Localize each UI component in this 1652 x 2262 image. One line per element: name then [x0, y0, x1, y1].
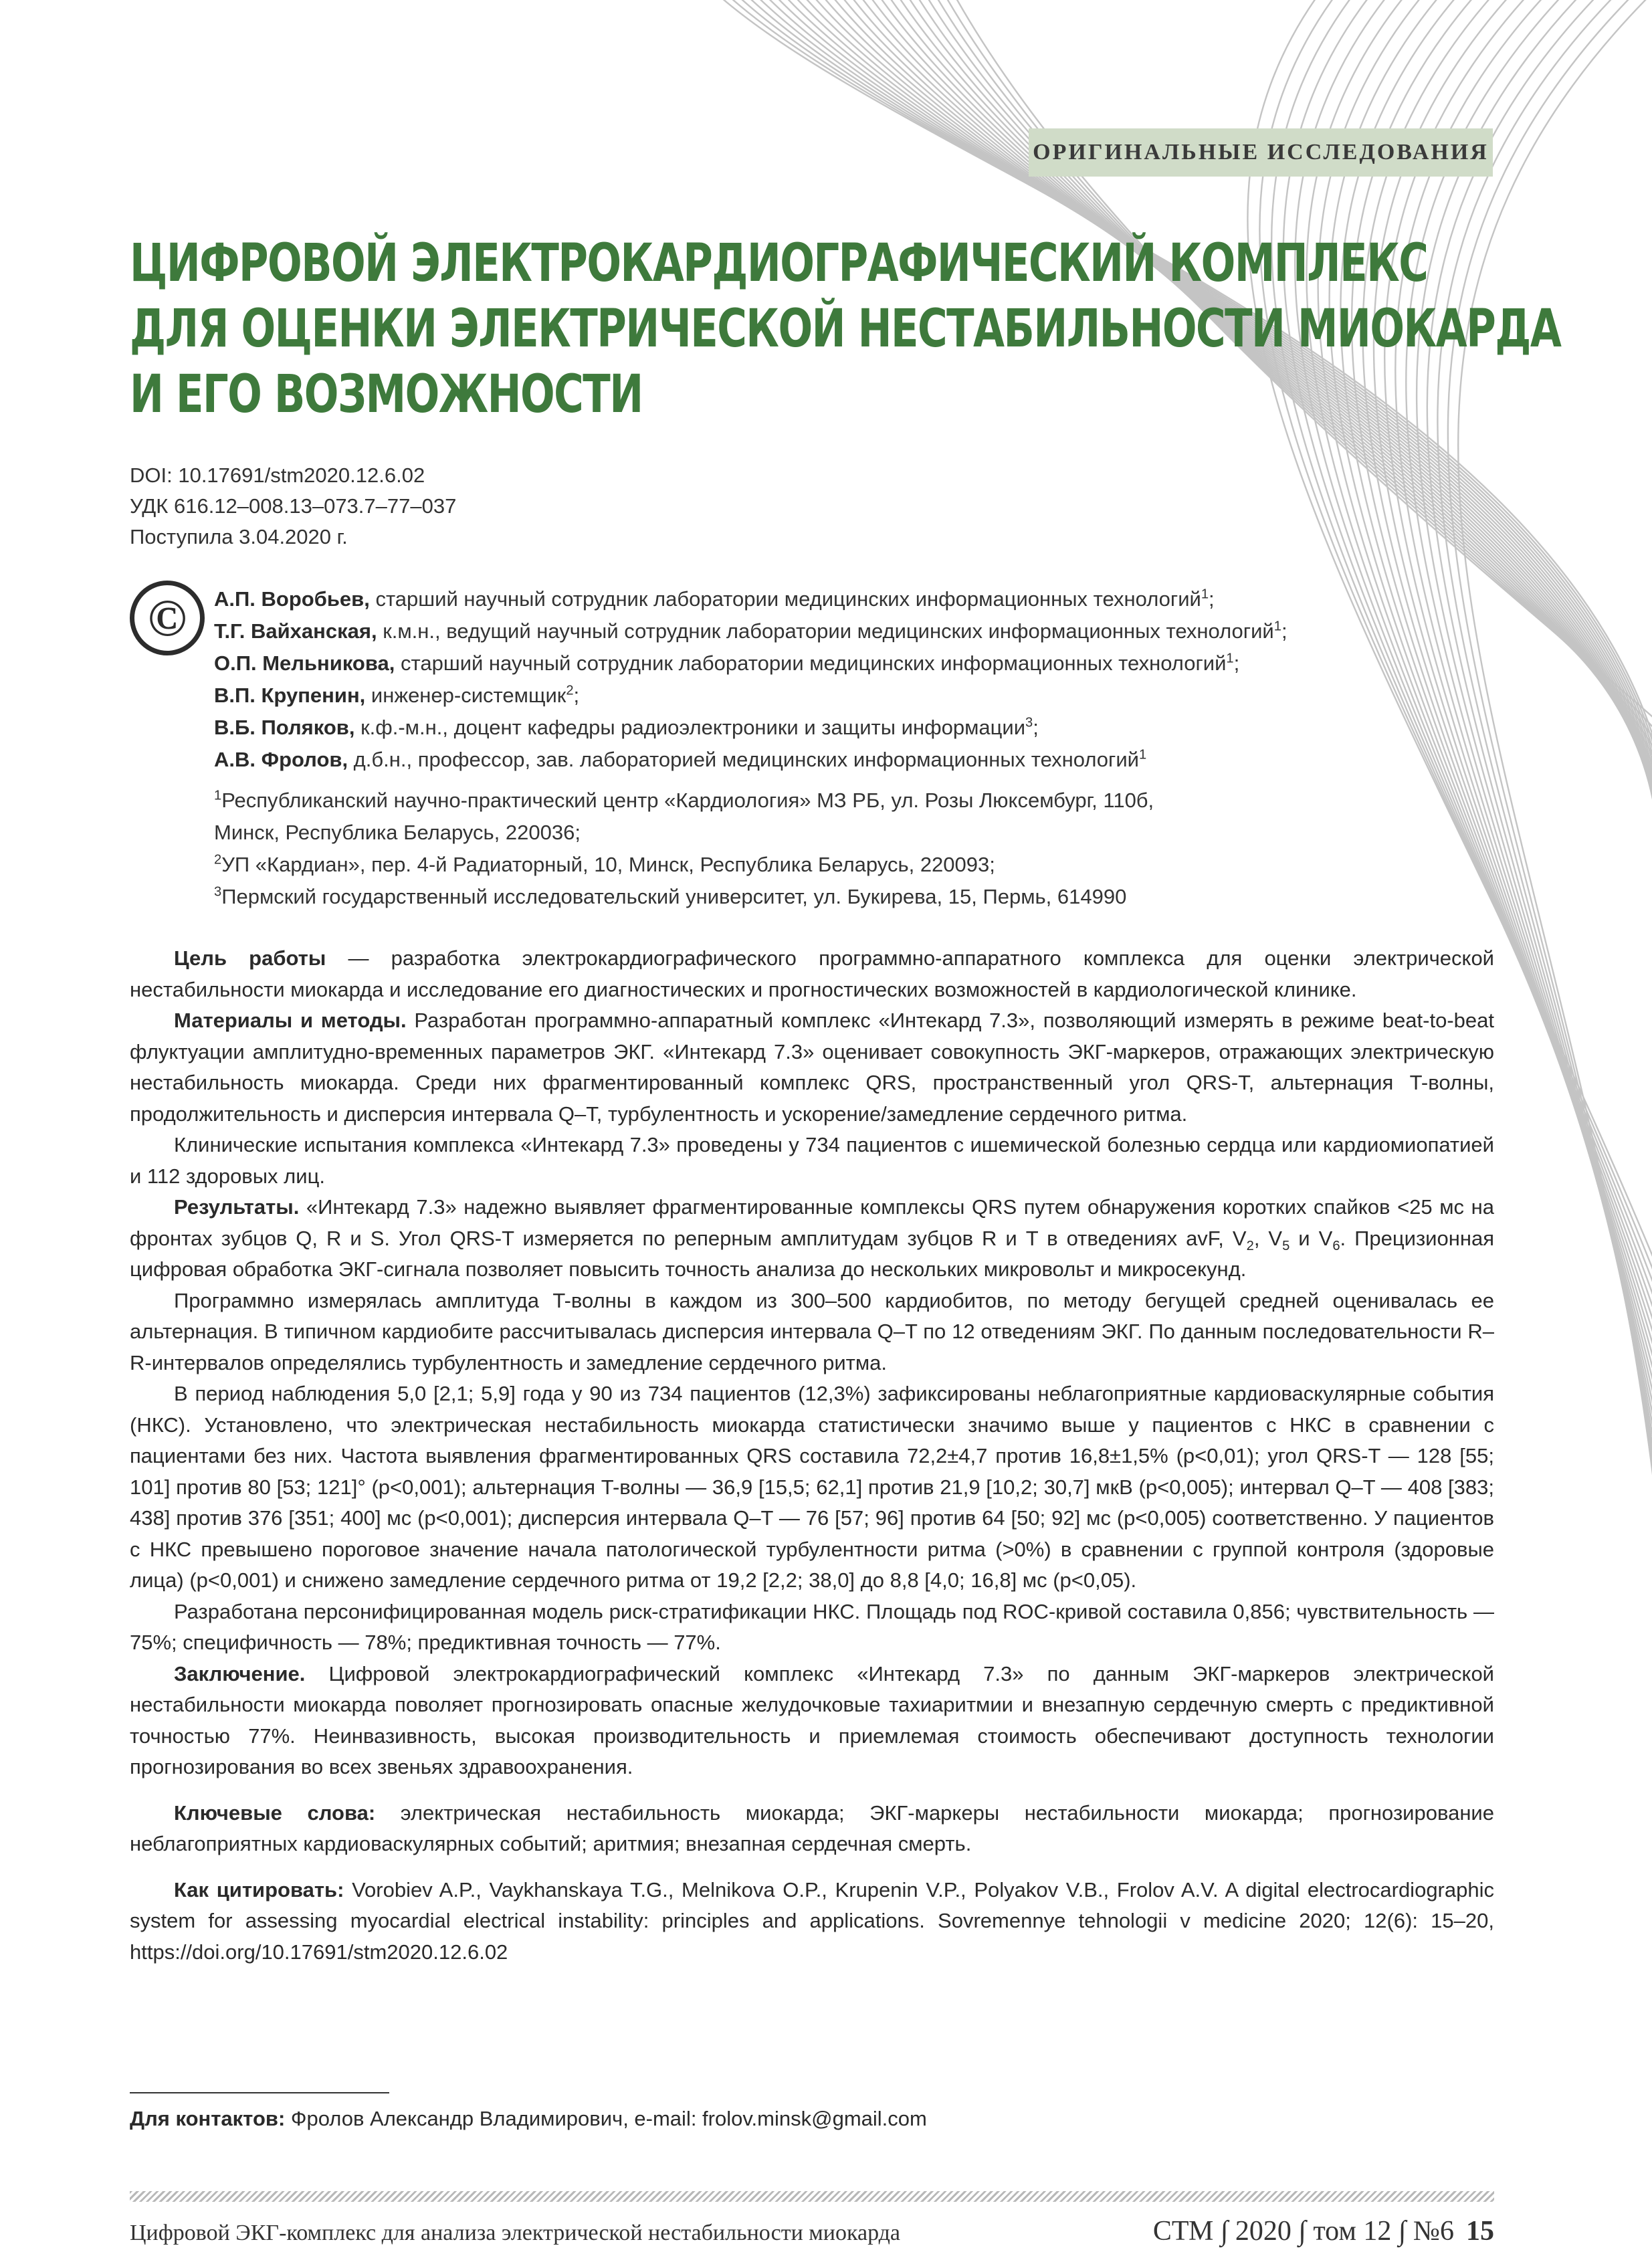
abstract-methods-2: Клинические испытания комплекса «Интекард 7.3» проведены у 734 пациентов с ишемической болезнью сердца или кардиомиопатией и 112 здоровых лиц.: [130, 1133, 1494, 1188]
affiliations: [214, 785, 1154, 913]
keywords: Ключевые слова: электрическая нестабильность миокарда; ЭКГ-маркеры нестабильности миокарда; прогнозирование неблагоприятных кардиоваскулярных событий; аритмия; внезапная сердечная смерть.: [130, 1801, 1494, 1855]
affiliation-3: $^3$Пермский государственный исследовательский университет, ул. Букирева, 15, Пермь, 614990: [214, 884, 1127, 908]
received-date: Поступила 3.04.2020 г.: [130, 525, 348, 548]
journal-info: СТМ ∫ 2020 ∫ том 12 ∫ №6 15: [1152, 2216, 1494, 2247]
running-title: Цифровой ЭКГ-комплекс для анализа электрической нестабильности миокарда: [130, 2221, 901, 2245]
copyright-icon: ©: [130, 581, 205, 655]
author-item: В.Б. Поляков, к.ф.-м.н., доцент кафедры радиоэлектроники и защиты информации$^3$;: [214, 715, 1039, 739]
abstract: [130, 943, 1494, 1968]
abstract-results-3: В период наблюдения 5,0 [2,1; 5,9] года у 90 из 734 пациентов (12,3%) зафиксированы неблагоприятные кардиоваскулярные события (НКС). Установлено, что электрическая нестабильность миокарда статистически значимо выше у пациентов с НКС в сравнении с пациентами без них. Частота выявления фрагментированных QRS составила 72,2±4,7 против 16,8±1,5% (p<0,01); угол QRS-T — 128 [55; 101] против 80 [53; 121]° (p<0,001); альтернация T-волны — 36,9 [15,5; 62,1] против 21,9 [10,2; 30,7] мкВ (p<0,005); интервал Q–T — 408 [383; 438] против 376 [351; 400] мс (p<0,001); дисперсия интервала Q–T — 76 [57; 96] против 64 [50; 92] мс (p<0,005) соответственно. У пациентов с НКС превышено пороговое значение начала патологической турбулентности ритма (>0%) в сравнении с группой контроля (здоровые лица) (p<0,001) и снижено замедление сердечного ритма от 19,2 [2,2; 38,0] до 8,8 [4,0; 16,8] мс (p<0,05).: [130, 1382, 1494, 1592]
author-item: Т.Г. Вайханская, к.м.н., ведущий научный сотрудник лаборатории медицинских информационных технологий$^1$;: [214, 619, 1287, 643]
author-item: В.П. Крупенин, инженер-системщик$^2$;: [214, 683, 580, 707]
author-item: А.В. Фролов, д.б.н., профессор, зав. лабораторией медицинских информационных технологий$^1$: [214, 747, 1147, 771]
affiliation-2: $^2$УП «Кардиан», пер. 4-й Радиаторный, 10, Минск, Республика Беларусь, 220093;: [214, 852, 995, 876]
title-line: ДЛЯ ОЦЕНКИ ЭЛЕКТРИЧЕСКОЙ НЕСТАБИЛЬНОСТИ МИОКАРДА: [130, 299, 1561, 359]
article-title: [130, 231, 1561, 427]
abstract-results-4: Разработана персонифицированная модель риск-стратификации НКС. Площадь под ROC-кривой составила 0,856; чувствительность — 75%; специфичность — 78%; предиктивная точность — 77%.: [130, 1599, 1494, 1654]
affiliation-1: $^1$Республиканский научно-практический центр «Кардиология» МЗ РБ, ул. Розы Люксембург, 110б,: [214, 788, 1154, 812]
title-line: ЦИФРОВОЙ ЭЛЕКТРОКАРДИОГРАФИЧЕСКИЙ КОМПЛЕКС: [130, 233, 1428, 294]
abstract-methods: Материалы и методы. Разработан программно-аппаратный комплекс «Интекард 7.3», позволяющий измерять в режиме beat-to-beat флуктуации амплитудно-временных параметров ЭКГ. «Интекард 7.3» оценивает совокупность ЭКГ-маркеров, отражающих электрическую нестабильность миокарда. Среди них фрагментированный комплекс QRS, пространственный угол QRS-T, альтернация T-волны, продолжительность и дисперсия интервала Q–T, турбулентность и ускорение/замедление сердечного ритма.: [130, 1009, 1495, 1126]
footnote-divider: [130, 2092, 389, 2093]
abstract-aim: Цель работы — разработка электрокардиографического программно-аппаратного комплекса для оценки электрической нестабильности миокарда и исследование его диагностических и прогностических возможностей в кардиологической клинике.: [130, 946, 1494, 1001]
abstract-conclusion: Заключение. Цифровой электрокардиографический комплекс «Интекард 7.3» по данным ЭКГ-маркеров электрической нестабильности миокарда поволяет прогнозировать опасные желудочковые тахиаритмии и внезапную сердечную смерть с предиктивной точностью 77%. Неинвазивность, высокая производительность и приемлемая стоимость обеспечивают доступность технологии прогнозирования во всех звеньях здравоохранения.: [130, 1661, 1494, 1778]
doi: DOI: 10.17691/stm2020.12.6.02: [130, 464, 425, 487]
udk: УДК 616.12–008.13–073.7–77–037: [130, 494, 457, 518]
abstract-results-2: Программно измерялась амплитуда T-волны в каждом из 300–500 кардиобитов, по методу бегущей средней оценивалась ее альтернация. В типичном кардиобите рассчитывалась дисперсия интервала Q–T по 12 отведениям ЭКГ. По данным последовательности R–R-интервалов определялись турбулентность и замедление сердечного ритма.: [130, 1288, 1494, 1374]
footer-hatch-band: [130, 2191, 1494, 2202]
author-list: [214, 583, 1287, 776]
citation: Как цитировать: Vorobiev A.P., Vaykhanskaya T.G., Melnikova O.P., Krupenin V.P., Polyakov V.B., Frolov A.V. A digital electrocardiographic system for assessing myocardial electrical instability: principles and applications. Sovremennye tehnologii v medicine 2020; 12(6): 15–20, https://doi.org/10.17691/stm2020.12.6.02: [130, 1877, 1494, 1964]
article-meta: [130, 460, 456, 552]
abstract-results: Результаты. «Интекард 7.3» надежно выявляет фрагментированные комплексы QRS путем обнаружения коротких спайков <25 мс на фронтах зубцов Q, R и S. Угол QRS-T измеряется по реперным амплитудам зубцов R и T в отведениях avF, $V_2$, $V_5$ и $V_6$. Прецизионная цифровая обработка ЭКГ-сигнала позволяет повысить точность анализа до нескольких микровольт и микросекунд.: [130, 1195, 1494, 1281]
author-item: О.П. Мельникова, старший научный сотрудник лаборатории медицинских информационных технологий$^1$;: [214, 651, 1240, 675]
page-number: 15: [1466, 2216, 1494, 2247]
author-item: А.П. Воробьев, старший научный сотрудник лаборатории медицинских информационных технологий$^1$;: [214, 587, 1215, 611]
title-line: И ЕГО ВОЗМОЖНОСТИ: [130, 365, 643, 425]
affiliation-1-cont: Минск, Республика Беларусь, 220036;: [214, 821, 581, 844]
section-tag: ОРИГИНАЛЬНЫЕ ИССЛЕДОВАНИЯ: [1029, 128, 1493, 177]
contact-info: Для контактов: Фролов Александр Владимирович, e-mail: frolov.minsk@gmail.com: [130, 2107, 927, 2130]
